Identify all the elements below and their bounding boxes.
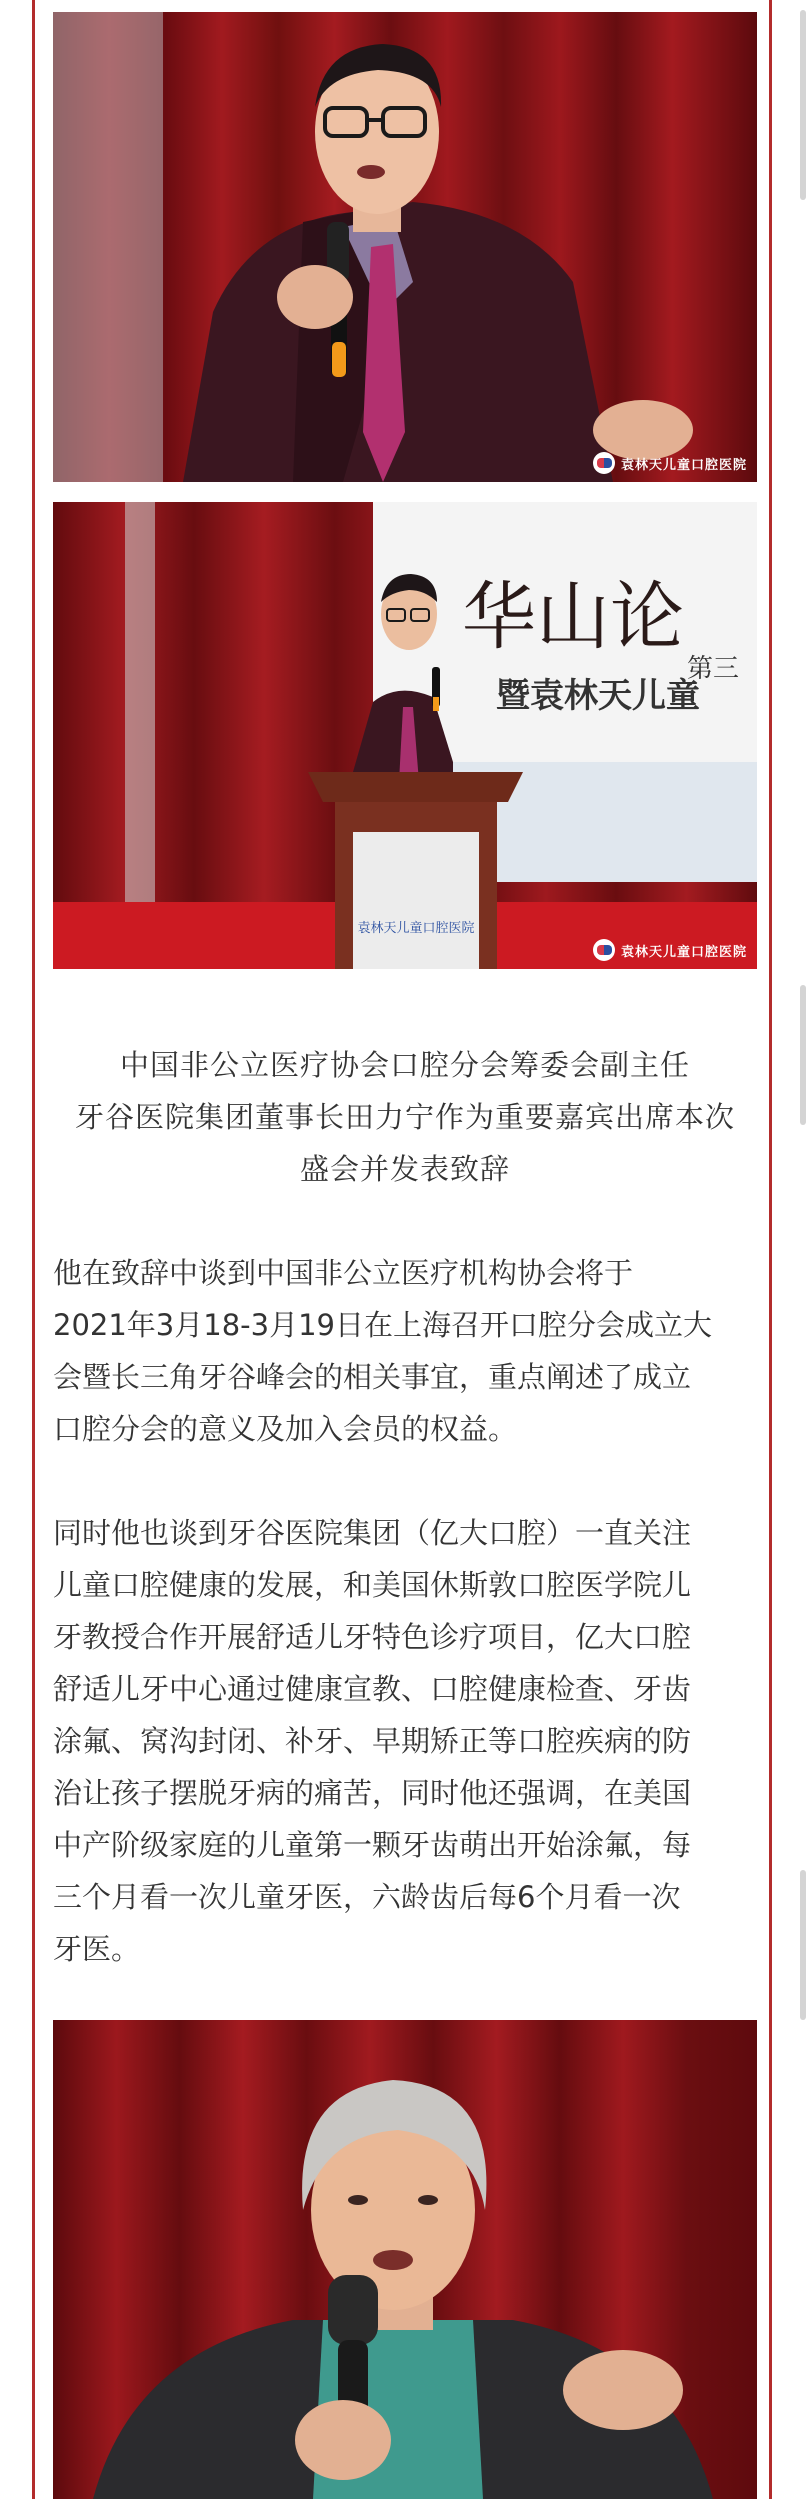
photo-1-watermark-text: 袁林天儿童口腔医院 bbox=[621, 457, 748, 473]
paragraph-line: 他在致辞中谈到中国非公立医疗机构协会将于 bbox=[53, 1256, 634, 1290]
banner-text-2: 第三 bbox=[686, 654, 740, 684]
photo-1-watermark-logo bbox=[593, 452, 747, 474]
paragraph-line: 治让孩子摆脱牙病的痛苦，同时他还强调，在美国 bbox=[53, 1776, 692, 1810]
photo-speaker-podium bbox=[53, 502, 757, 969]
caption-line: 盛会并发表致辞 bbox=[299, 1152, 510, 1186]
caption-line: 牙谷医院集团董事长田力宁作为重要嘉宾出席本次 bbox=[74, 1100, 735, 1134]
photo-speaker-closeup bbox=[53, 12, 757, 482]
photo-2-watermark-logo bbox=[593, 939, 747, 961]
paragraph-line: 舒适儿牙中心通过健康宣教、口腔健康检查、牙齿 bbox=[53, 1672, 692, 1706]
paragraph-line: 三个月看一次儿童牙医，六龄齿后每6个月看一次 bbox=[53, 1880, 681, 1914]
scroll-mark-2 bbox=[800, 985, 806, 1125]
paragraph-line: 2021年3月18-3月19日在上海召开口腔分会成立大 bbox=[53, 1308, 712, 1342]
banner-text-1: 华山论 bbox=[462, 574, 684, 660]
paragraph-2 bbox=[53, 1507, 757, 1975]
paragraph-line: 会暨长三角牙谷峰会的相关事宜，重点阐述了成立 bbox=[53, 1360, 692, 1394]
paragraph-line: 中产阶级家庭的儿童第一颗牙齿萌出开始涂氟，每 bbox=[53, 1828, 692, 1862]
podium-sign-text: 袁林天儿童口腔医院 bbox=[357, 921, 475, 936]
paragraph-line: 同时他也谈到牙谷医院集团（亿大口腔）一直关注 bbox=[53, 1516, 692, 1550]
photo-woman-speaking-image bbox=[53, 2020, 757, 2499]
paragraph-line: 涂氟、窝沟封闭、补牙、早期矫正等口腔疾病的防 bbox=[53, 1724, 692, 1758]
photo-woman-speaking bbox=[53, 2020, 757, 2499]
caption-line: 中国非公立医疗协会口腔分会筹委会副主任 bbox=[119, 1048, 690, 1082]
photo-caption bbox=[53, 1039, 757, 1195]
photo-speaker-podium-image bbox=[53, 502, 757, 969]
hospital-logo-icon bbox=[593, 939, 615, 961]
banner-text-3: 暨袁林天儿童 bbox=[496, 676, 700, 716]
photo-speaker-closeup-image bbox=[53, 12, 757, 482]
scroll-mark-1 bbox=[800, 10, 806, 200]
hospital-logo-icon bbox=[593, 452, 615, 474]
photo-2-watermark-text: 袁林天儿童口腔医院 bbox=[621, 944, 748, 960]
scroll-mark-3 bbox=[800, 1870, 806, 2020]
paragraph-line: 口腔分会的意义及加入会员的权益。 bbox=[53, 1412, 518, 1446]
paragraph-1 bbox=[53, 1247, 757, 1455]
paragraph-line: 儿童口腔健康的发展，和美国休斯敦口腔医学院儿 bbox=[53, 1568, 692, 1602]
paragraph-line: 牙教授合作开展舒适儿牙特色诊疗项目，亿大口腔 bbox=[53, 1620, 692, 1654]
paragraph-line: 牙医。 bbox=[53, 1932, 141, 1966]
